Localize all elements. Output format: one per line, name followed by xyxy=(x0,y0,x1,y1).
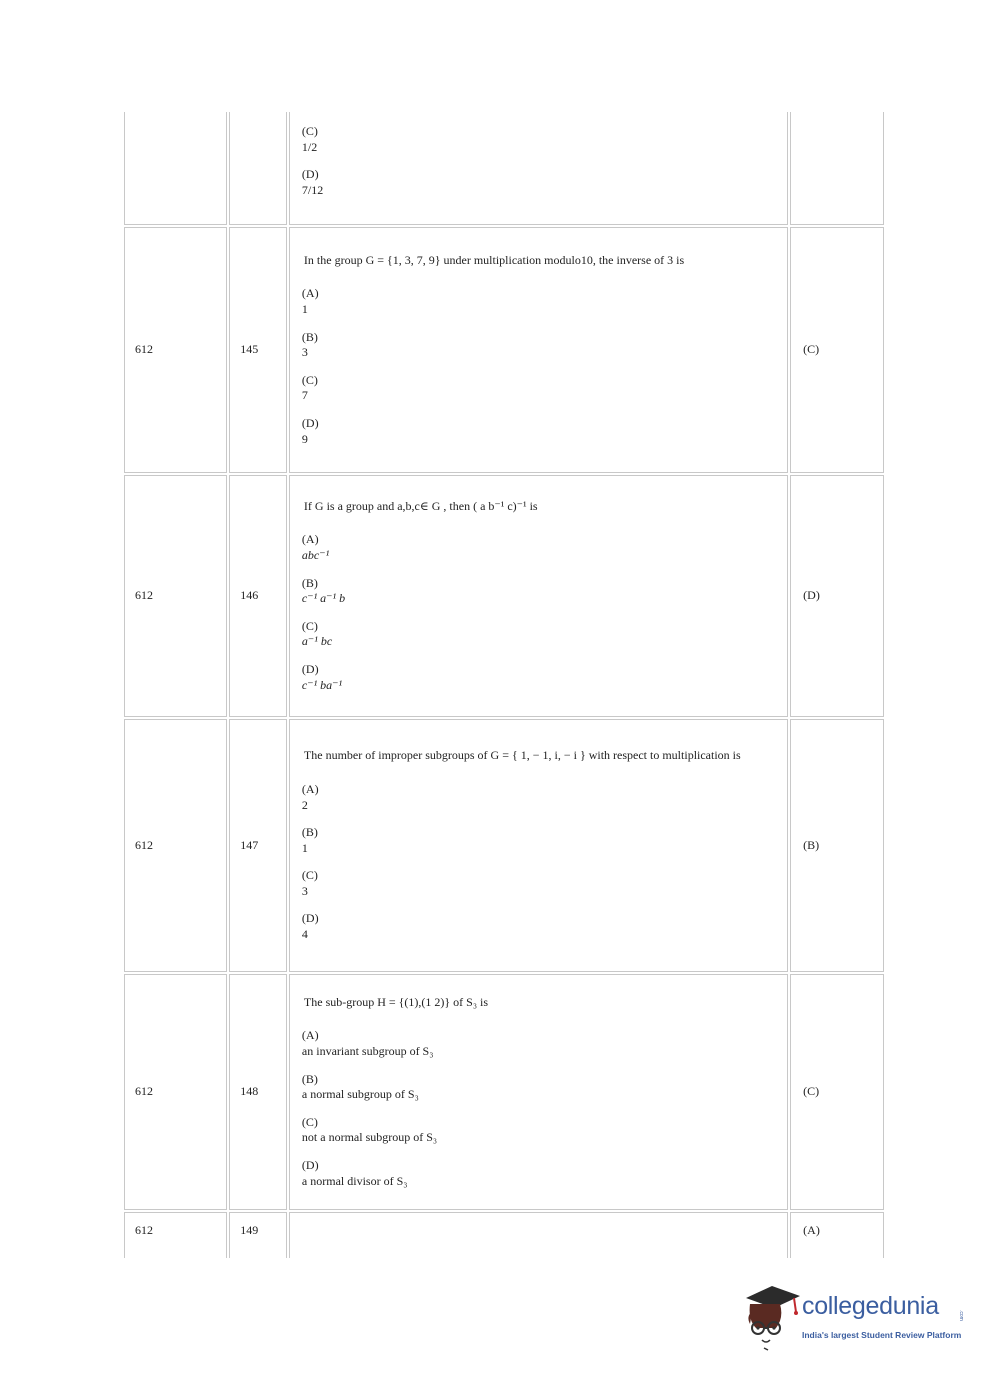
answer-cell: (B) xyxy=(790,719,884,972)
question-number-cell: 145 xyxy=(229,227,287,473)
option-text: 3 xyxy=(301,883,308,898)
option xyxy=(302,330,777,361)
question-number-cell: 148 xyxy=(229,974,287,1210)
option-label: (D) xyxy=(301,415,319,430)
question-cell xyxy=(289,475,788,717)
option xyxy=(302,373,777,404)
question-cell xyxy=(289,1212,788,1258)
answer-cell: (A) xyxy=(790,1212,884,1258)
option xyxy=(302,662,777,693)
question-number-cell: 146 xyxy=(229,475,287,717)
paper-code-cell: 612 xyxy=(124,227,227,473)
collegedunia-logo xyxy=(742,1282,972,1352)
option xyxy=(302,416,777,447)
option-text: 1/2 xyxy=(301,139,318,154)
option-text: 9 xyxy=(301,431,308,446)
option-label: (A) xyxy=(301,286,319,301)
paper-code-cell: 612 xyxy=(124,1212,227,1258)
option-label: (B) xyxy=(301,1071,318,1086)
table-row xyxy=(124,974,884,1210)
option-text: c⁻¹ ba⁻¹ xyxy=(301,677,343,692)
option xyxy=(302,1158,777,1189)
option xyxy=(302,286,777,317)
option-label: (D) xyxy=(301,167,319,182)
option-text: 1 xyxy=(301,840,308,855)
question-number-cell xyxy=(229,112,287,225)
option-text: 2 xyxy=(301,797,308,812)
option-text: abc⁻¹ xyxy=(301,548,330,563)
table-row xyxy=(124,475,884,717)
option xyxy=(302,825,777,856)
option-text: 4 xyxy=(301,927,308,942)
option-label: (A) xyxy=(301,781,319,796)
question-number-cell: 149 xyxy=(229,1212,287,1258)
question-cell xyxy=(289,719,788,972)
option xyxy=(302,1072,777,1103)
paper-code-cell: 612 xyxy=(124,974,227,1210)
paper-code-cell: 612 xyxy=(124,719,227,972)
option xyxy=(302,619,777,650)
question-text: In the group G = {1, 3, 7, 9} under multiplication modulo10, the inverse of 3 is xyxy=(303,252,685,267)
answer-cell: (C) xyxy=(790,974,884,1210)
answer-cell: (C) xyxy=(790,227,884,473)
option-text: 7/12 xyxy=(301,182,324,197)
option-text: a⁻¹ bc xyxy=(301,634,333,649)
option-label: (B) xyxy=(301,825,318,840)
option xyxy=(302,868,777,899)
option-label: (D) xyxy=(301,1157,319,1172)
answer-cell: (D) xyxy=(790,475,884,717)
option-label: (C) xyxy=(301,868,318,883)
paper-code-cell: 612 xyxy=(124,475,227,717)
question-text: If G is a group and a,b,c∈ G , then ( a b⁻¹ c)⁻¹ is xyxy=(303,498,538,513)
question-text: The sub-group H = {(1),(1 2)} of S₃ is xyxy=(303,994,489,1009)
option xyxy=(302,532,777,563)
table-row xyxy=(124,112,884,225)
option-text: not a normal subgroup of S₃ xyxy=(301,1130,438,1145)
mascot-icon xyxy=(742,1282,802,1352)
option-label: (C) xyxy=(301,372,318,387)
option xyxy=(302,124,777,155)
table-row xyxy=(124,227,884,473)
answer-cell xyxy=(790,112,884,225)
option xyxy=(302,782,777,813)
option-label: (C) xyxy=(301,618,318,633)
option-label: (C) xyxy=(301,124,318,138)
question-number-cell: 147 xyxy=(229,719,287,972)
paper-code-cell xyxy=(124,112,227,225)
option-text: 3 xyxy=(301,345,308,360)
question-text: The number of improper subgroups of G = { 1, − 1, i, − i } with respect to multiplication is xyxy=(303,748,741,763)
option-text: 7 xyxy=(301,388,308,403)
option xyxy=(302,911,777,942)
option-label: (D) xyxy=(301,661,319,676)
question-cell xyxy=(289,112,788,225)
question-table xyxy=(122,110,886,1260)
option-label: (A) xyxy=(301,1028,319,1043)
question-cell xyxy=(289,227,788,473)
option-text: 1 xyxy=(301,302,308,317)
logo-wordmark: collegedunia xyxy=(802,1292,939,1320)
option xyxy=(302,167,777,198)
option-label: (C) xyxy=(301,1114,318,1129)
option-text: a normal divisor of S₃ xyxy=(301,1173,408,1188)
option-text: c⁻¹ a⁻¹ b xyxy=(301,591,346,606)
option-label: (B) xyxy=(301,575,318,590)
option xyxy=(302,576,777,607)
option-text: an invariant subgroup of S₃ xyxy=(301,1044,434,1059)
option-text: a normal subgroup of S₃ xyxy=(301,1087,419,1102)
option-label: (A) xyxy=(301,532,319,547)
option xyxy=(302,1115,777,1146)
option-label: (B) xyxy=(301,329,318,344)
logo-tagline: India's largest Student Review Platform xyxy=(802,1330,962,1340)
option xyxy=(302,1028,777,1059)
table-row xyxy=(124,1212,884,1258)
table-row xyxy=(124,719,884,972)
option-label: (D) xyxy=(301,911,319,926)
question-cell xyxy=(289,974,788,1210)
logo-suffix: .com xyxy=(958,1310,964,1321)
